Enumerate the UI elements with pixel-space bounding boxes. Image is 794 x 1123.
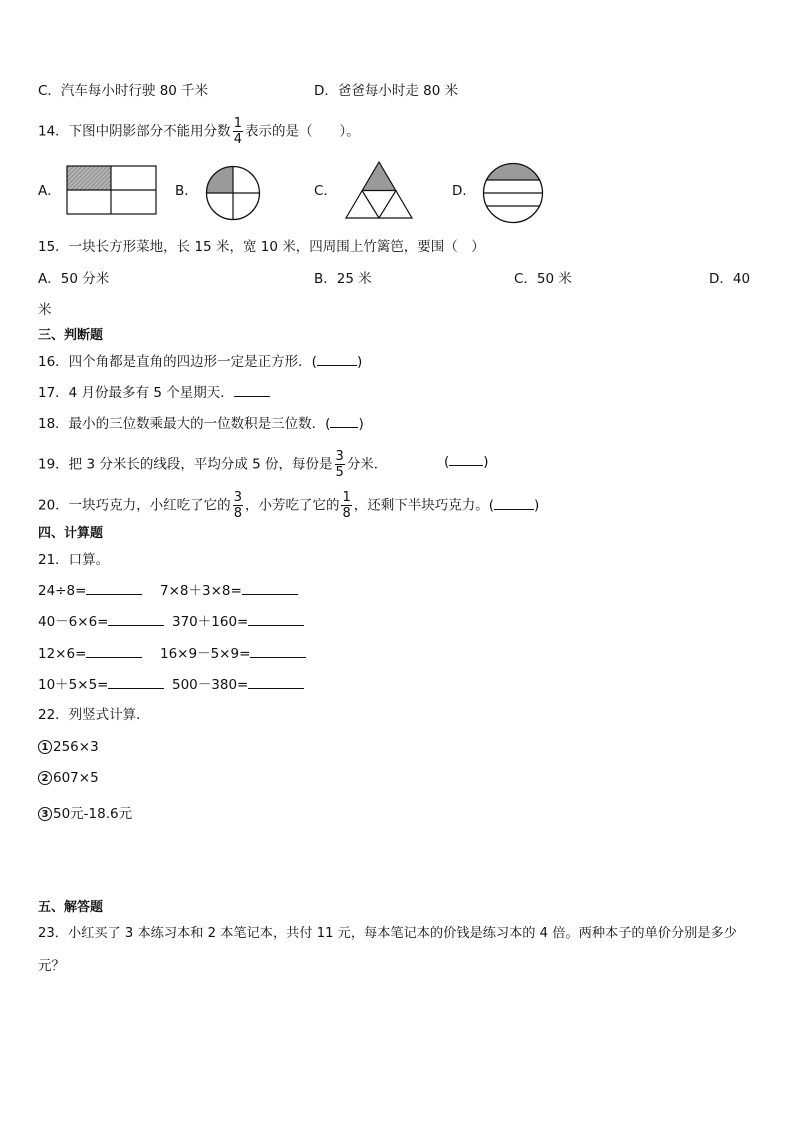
q20-frac2-den: 8 [342,506,351,521]
q21-item-8-text: 500－380= [172,677,249,693]
q22-item-3-mark: 3 [38,807,52,821]
q15-stem: 15．一块长方形菜地，长 15 米，宽 10 米，四周围上竹篱笆，要围（ ） [38,239,485,255]
q21-item-7-text: 10＋5×5= [38,677,109,693]
q14-frac-den: 4 [233,132,242,147]
q14-fraction [233,117,243,146]
q15-option-b: B．25 米 [314,271,372,287]
q20-close: ) [534,497,540,514]
q21-item-6-blank[interactable] [250,645,306,658]
q15-option-a: A．50 分米 [38,271,110,287]
q22-item-2-text: 607×5 [53,770,99,786]
q17 [38,384,270,402]
q15-option-c: C．50 米 [514,271,572,287]
section-5-heading: 五、解答题 [38,900,104,915]
q19-frac-num: 3 [335,449,344,464]
q17-answer-blank[interactable] [234,384,270,397]
q15-option-d-continued: 米 [38,302,52,318]
q21-item-5 [38,645,142,663]
q22-item-2-mark: 2 [38,771,52,785]
q18-answer-blank[interactable] [330,415,358,428]
q14-a-shaded-quarter [67,166,111,190]
q21-item-7-blank[interactable] [108,676,164,689]
q14-label-d: D． [452,183,476,199]
q22-item-1-mark: 1 [38,740,52,754]
q21-title: 21．口算。 [38,552,110,568]
q21-item-1-blank[interactable] [86,582,142,595]
q21-item-8-blank[interactable] [248,676,304,689]
q19-suffix: 分米． [346,456,388,473]
q23-line-1: 23．小红买了 3 本练习本和 2 本笔记本，共付 11 元，每本笔记本的价钱是练习本的 4 倍。两种本子的单价分别是多少 [38,926,737,941]
q14-label-a: A． [38,183,61,199]
q14-stem [38,117,360,146]
q21-item-6 [160,645,306,663]
q22-item-1-text: 256×3 [53,739,99,755]
q19-answer-blank[interactable] [449,453,483,466]
q22-item-1 [38,738,99,756]
q21-item-5-blank[interactable] [86,645,142,658]
q19-frac-den: 5 [335,465,344,480]
q16-answer-blank[interactable] [317,353,357,366]
q14-figure-a [66,165,157,215]
q16-text: 16．四个角都是直角的四边形一定是正方形．( [38,354,317,370]
q17-text: 17．4 月份最多有 5 个星期天． [38,385,234,401]
q14-figure-c [345,161,413,219]
q14-suffix: 表示的是（ ）。 [244,123,360,140]
q18-text: 18．最小的三位数乘最大的一位数积是三位数．( [38,416,331,432]
q21-item-6-text: 16×9－5×9= [160,646,251,662]
q23-line-2: 元？ [38,958,65,974]
q21-item-1-text: 24÷8= [38,583,87,599]
q16 [38,353,362,371]
q20-fraction-2 [341,491,351,520]
q21-item-7 [38,676,164,694]
q21-item-1 [38,582,142,600]
q20-frac1-num: 3 [233,490,242,505]
q14-d-shaded-band [482,163,544,180]
q20-mid: ，小芳吃了它的 [244,497,340,514]
q21-item-3 [38,613,164,631]
q14-figure-d [482,162,544,224]
q20 [38,491,539,520]
q14-label-b: B． [175,183,198,199]
q21-item-2-blank[interactable] [242,582,298,595]
q19-prefix: 19．把 3 分米长的线段，平均分成 5 份，每份是 [38,456,333,473]
q21-item-4 [172,613,304,631]
q21-item-3-text: 40－6×6= [38,614,109,630]
q22-item-3 [38,805,132,823]
q18 [38,415,364,433]
q14-prefix: 14．下图中阴影部分不能用分数 [38,123,231,140]
q22-item-3-text: 50元-18.6元 [53,806,133,822]
q21-item-2 [160,582,298,600]
q21-item-3-blank[interactable] [108,613,164,626]
q20-answer-blank[interactable] [494,497,534,510]
q22-item-2 [38,769,99,787]
q20-frac2-num: 1 [342,490,351,505]
q21-item-8 [172,676,304,694]
section-3-heading: 三、判断题 [38,328,104,343]
q20-prefix: 20．一块巧克力，小红吃了它的 [38,497,231,514]
q19-fraction [335,450,345,479]
q19 [38,450,387,479]
q20-fraction-1 [233,491,243,520]
q21-item-4-text: 370＋160= [172,614,249,630]
q22-title: 22．列竖式计算． [38,707,150,723]
q16-close: ) [356,354,363,370]
q13-option-c: C．汽车每小时行驶 80 千米 [38,83,209,99]
q14-figure-b [205,165,261,221]
q14-frac-num: 1 [233,116,242,131]
q20-frac1-den: 8 [233,506,242,521]
q18-close: ) [358,416,364,432]
q14-label-c: C． [314,183,337,199]
q19-answer [444,453,489,471]
q21-item-2-text: 7×8＋3×8= [160,583,242,599]
section-4-heading: 四、计算题 [38,526,104,541]
q19-open: ( [444,454,450,470]
q21-item-4-blank[interactable] [248,613,304,626]
q19-close: ) [483,454,489,470]
q14-c-shaded-triangle [362,162,396,191]
q20-suffix: ，还剩下半块巧克力。( [353,497,495,514]
q15-option-d: D．40 [709,271,751,287]
q13-option-d: D．爸爸每小时走 80 米 [314,83,459,99]
q21-item-5-text: 12×6= [38,646,87,662]
